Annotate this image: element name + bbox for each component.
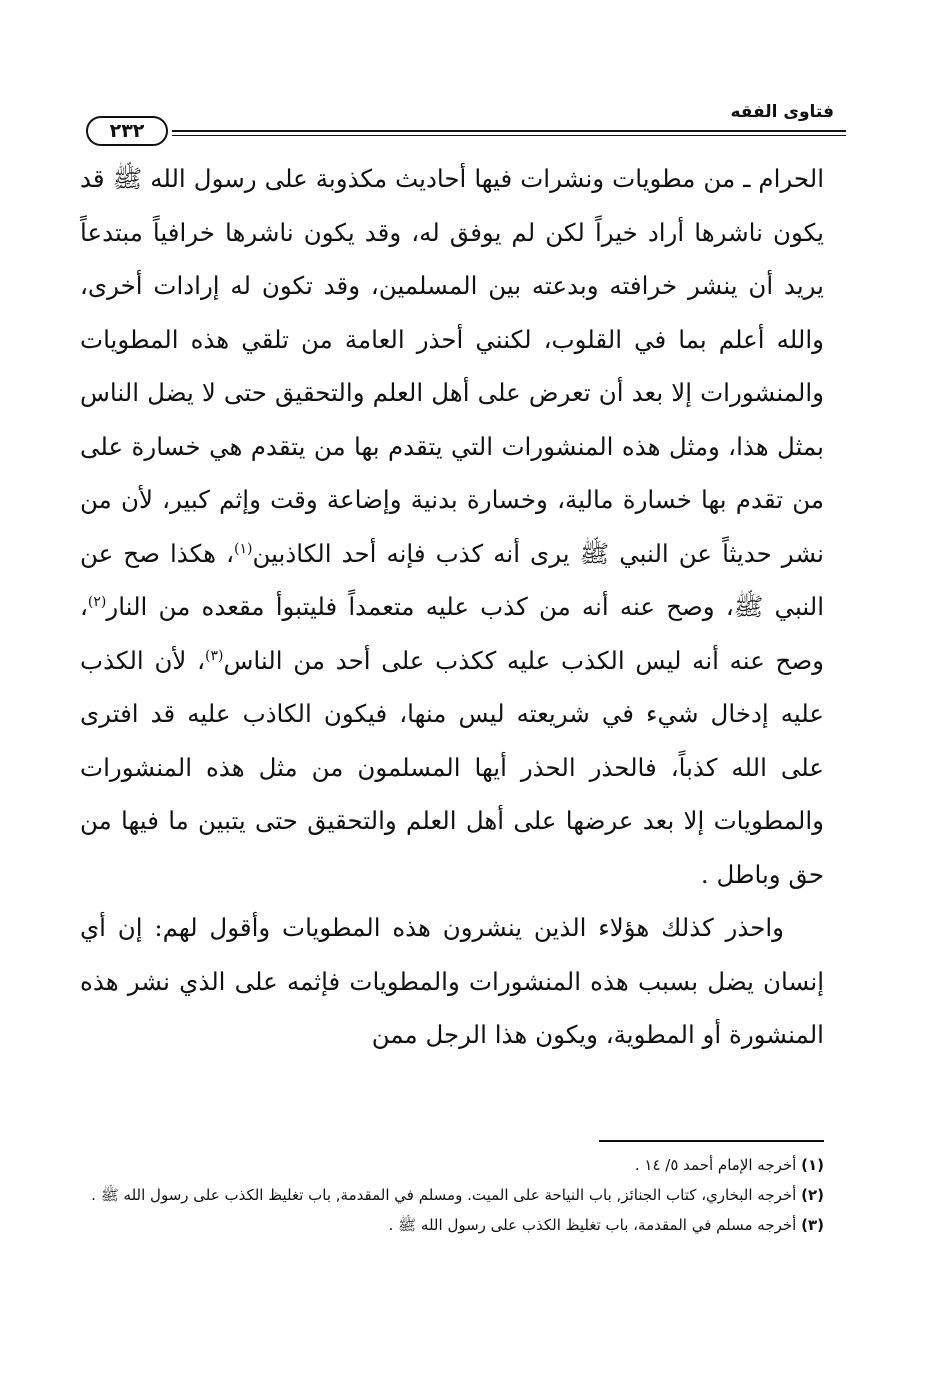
- main-text: [80, 152, 824, 1062]
- paragraph: [80, 152, 824, 901]
- footnote: [80, 1210, 824, 1240]
- running-title: فتاوى الفقه: [730, 102, 834, 122]
- footnote-text: أخرجه البخاري، كتاب الجنائز, باب النياحة على الميت. ومسلم في المقدمة, باب تغليظ الكذب على رسول الله ﷺ .: [91, 1186, 797, 1204]
- footnote-number: (٢): [801, 1186, 824, 1204]
- footnote-ref: (١): [234, 540, 253, 557]
- footnote-number: (١): [801, 1156, 824, 1174]
- footnote-text: أخرجه مسلم في المقدمة، باب تغليظ الكذب على رسول الله ﷺ .: [388, 1216, 797, 1234]
- header-rule: [172, 130, 846, 136]
- text-run: الحرام ـ من مطويات ونشرات فيها أحاديث مكذوبة على رسول الله ﷺ قد يكون ناشرها أراد خيراً لكن لم يوفق له، وقد يكون ناشرها خرافياً مبتدعاً يريد أن ينشر خرافته وبدعته بين المسلمين، وقد تكون له إرادات أخرى، والله أعلم بما في القلوب، لكنني أحذر العامة من تلقي هذه المطويات والمنشورات إلا بعد أن تعرض على أهل العلم والتحقيق حتى لا يضل الناس بمثل هذا، ومثل هذه المنشورات التي يتقدم بها من يتقدم هي خسارة على من تقدم بها خسارة مالية، وخسارة بدنية وإضاعة وقت وإثم كبير، لأن من نشر حديثاً عن النبي ﷺ يرى أنه كذب فإنه أحد الكاذبين: [80, 164, 824, 568]
- text-run: ، هكذا صح عن النبي ﷺ، وصح عنه أنه من كذب عليه متعمداً فليتبوأ مقعده من النار: [80, 538, 824, 621]
- footnote-separator: [599, 1140, 824, 1142]
- text-run: ، لأن الكذب عليه إدخال شيء في شريعته ليس منها، فيكون الكاذب عليه قد افترى على الله كذباً، فالحذر الحذر أيها المسلمون من مثل هذه المنشورات والمطويات إلا بعد عرضها على أهل العلم والتحقيق حتى يتبين ما فيها من حق وباطل .: [80, 645, 824, 889]
- footnote-ref: (٣): [205, 647, 224, 664]
- footnote-text: أخرجه الإمام أحمد ٥/ ١٤ .: [634, 1156, 797, 1174]
- footnote-ref: (٢): [87, 593, 107, 610]
- footnote: [80, 1150, 824, 1180]
- text-run: ، وصح عنه أنه ليس الكذب عليه ككذب على أحد من الناس: [80, 592, 824, 675]
- footnote: [80, 1180, 824, 1210]
- footnotes: [80, 1150, 824, 1240]
- footnote-number: (٣): [801, 1216, 824, 1234]
- page-number: ٢٣٢: [86, 116, 168, 146]
- paragraph: واحذر كذلك هؤلاء الذين ينشرون هذه المطويات وأقول لهم: إن أي إنسان يضل بسبب هذه المنشورات والمطويات فإثمه على الذي نشر هذه المنشورة أو المطوية، ويكون هذا الرجل ممن: [80, 913, 824, 1049]
- page-header: [86, 96, 846, 146]
